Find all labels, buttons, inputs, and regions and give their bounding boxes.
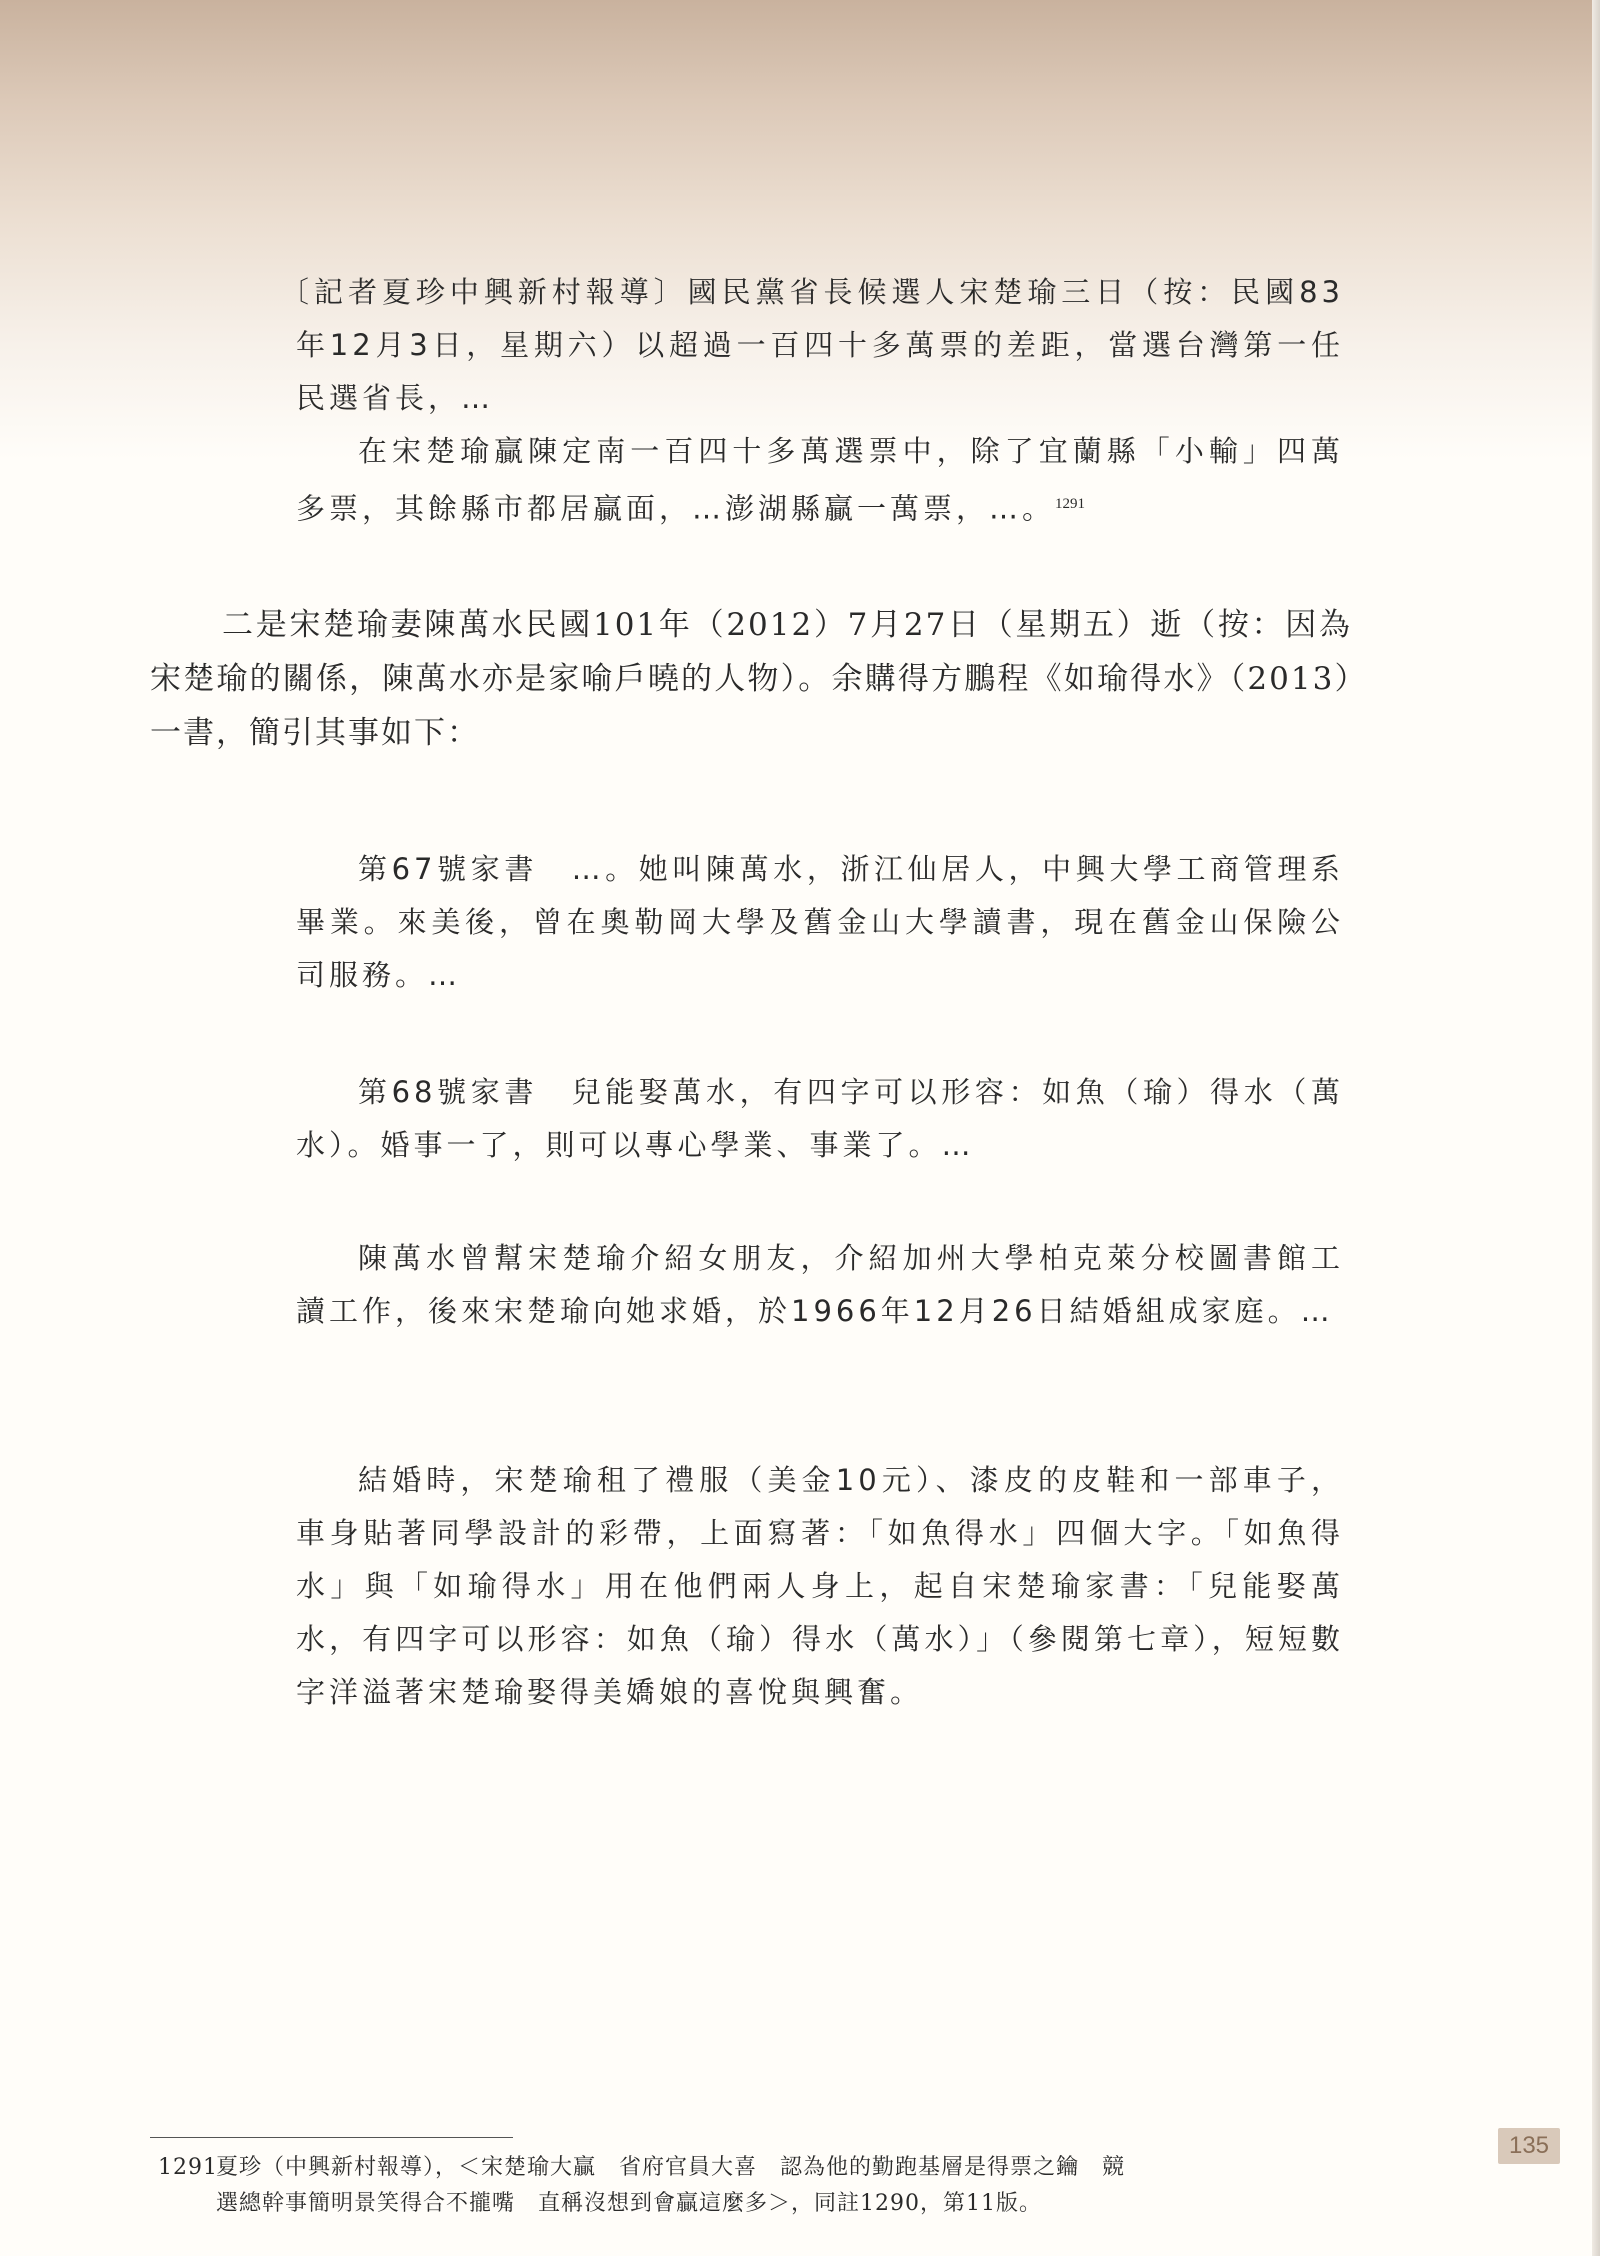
news-quote-paragraph-1: 〔記者夏珍中興新村報導〕國民黨省長候選人宋楚瑜三日（按：民國83年12月3日，星期六）以超過一百四十多萬票的差距，當選台灣第一任民選省長，… [280,275,1344,415]
footnote-divider [150,2137,513,2138]
book-excerpt-quote-1: 陳萬水曾幫宋楚瑜介紹女朋友，介紹加州大學柏克萊分校圖書館工讀工作，後來宋楚瑜向她求婚，於1966年12月26日結婚組成家庭。… [296,1241,1344,1328]
footnote-number: 1291 [158,2155,218,2180]
letter-67-quote: 第67號家書 …。她叫陳萬水，浙江仙居人，中興大學工商管理系畢業。來美後，曾在奧勒岡大學及舊金山大學讀書，現在舊金山保險公司服務。… [296,852,1344,992]
news-quote-paragraph-2-text: 在宋楚瑜贏陳定南一百四十多萬選票中，除了宜蘭縣「小輸」四萬多票，其餘縣市都居贏面，…澎湖縣贏一萬票，…。 [296,434,1344,526]
footnote-1291 [158,2150,1358,2222]
letter-68-quote: 第68號家書 兒能娶萬水，有四字可以形容：如魚（瑜）得水（萬水）。婚事一了，則可以專心學業、事業了。… [296,1075,1344,1162]
footnote-line-2: 選總幹事簡明景笑得合不攏嘴 直稱沒想到會贏這麼多＞，同註1290，第11版。 [216,2191,1042,2216]
news-quote-block [280,266,1344,536]
book-excerpt-quote-2: 結婚時，宋楚瑜租了禮服（美金10元）、漆皮的皮鞋和一部車子，車身貼著同學設計的彩帶，上面寫著：「如魚得水」四個大字。「如魚得水」與「如瑜得水」用在他們兩人身上，起自宋楚瑜家書：「兒能娶萬水，有四字可以形容：如魚（瑜）得水（萬水）」（參閱第七章），短短數字洋溢著宋楚瑜娶得美嬌娘的喜悅與興奮。 [296,1463,1344,1709]
footnote-line-1: 夏珍（中興新村報導），＜宋楚瑜大贏 省府官員大喜 認為他的勤跑基層是得票之鑰 競 [216,2155,1126,2180]
footnote-reference: 1291 [1055,496,1086,512]
page-number: 135 [1498,2128,1560,2164]
body-paragraph: 二是宋楚瑜妻陳萬水民國101年（2012）7月27日（星期五）逝（按：因為宋楚瑜的關係，陳萬水亦是家喻戶曉的人物）。余購得方鵬程《如瑜得水》（2013）一書，簡引其事如下： [150,607,1352,751]
news-quote-paragraph-2 [296,425,1344,536]
